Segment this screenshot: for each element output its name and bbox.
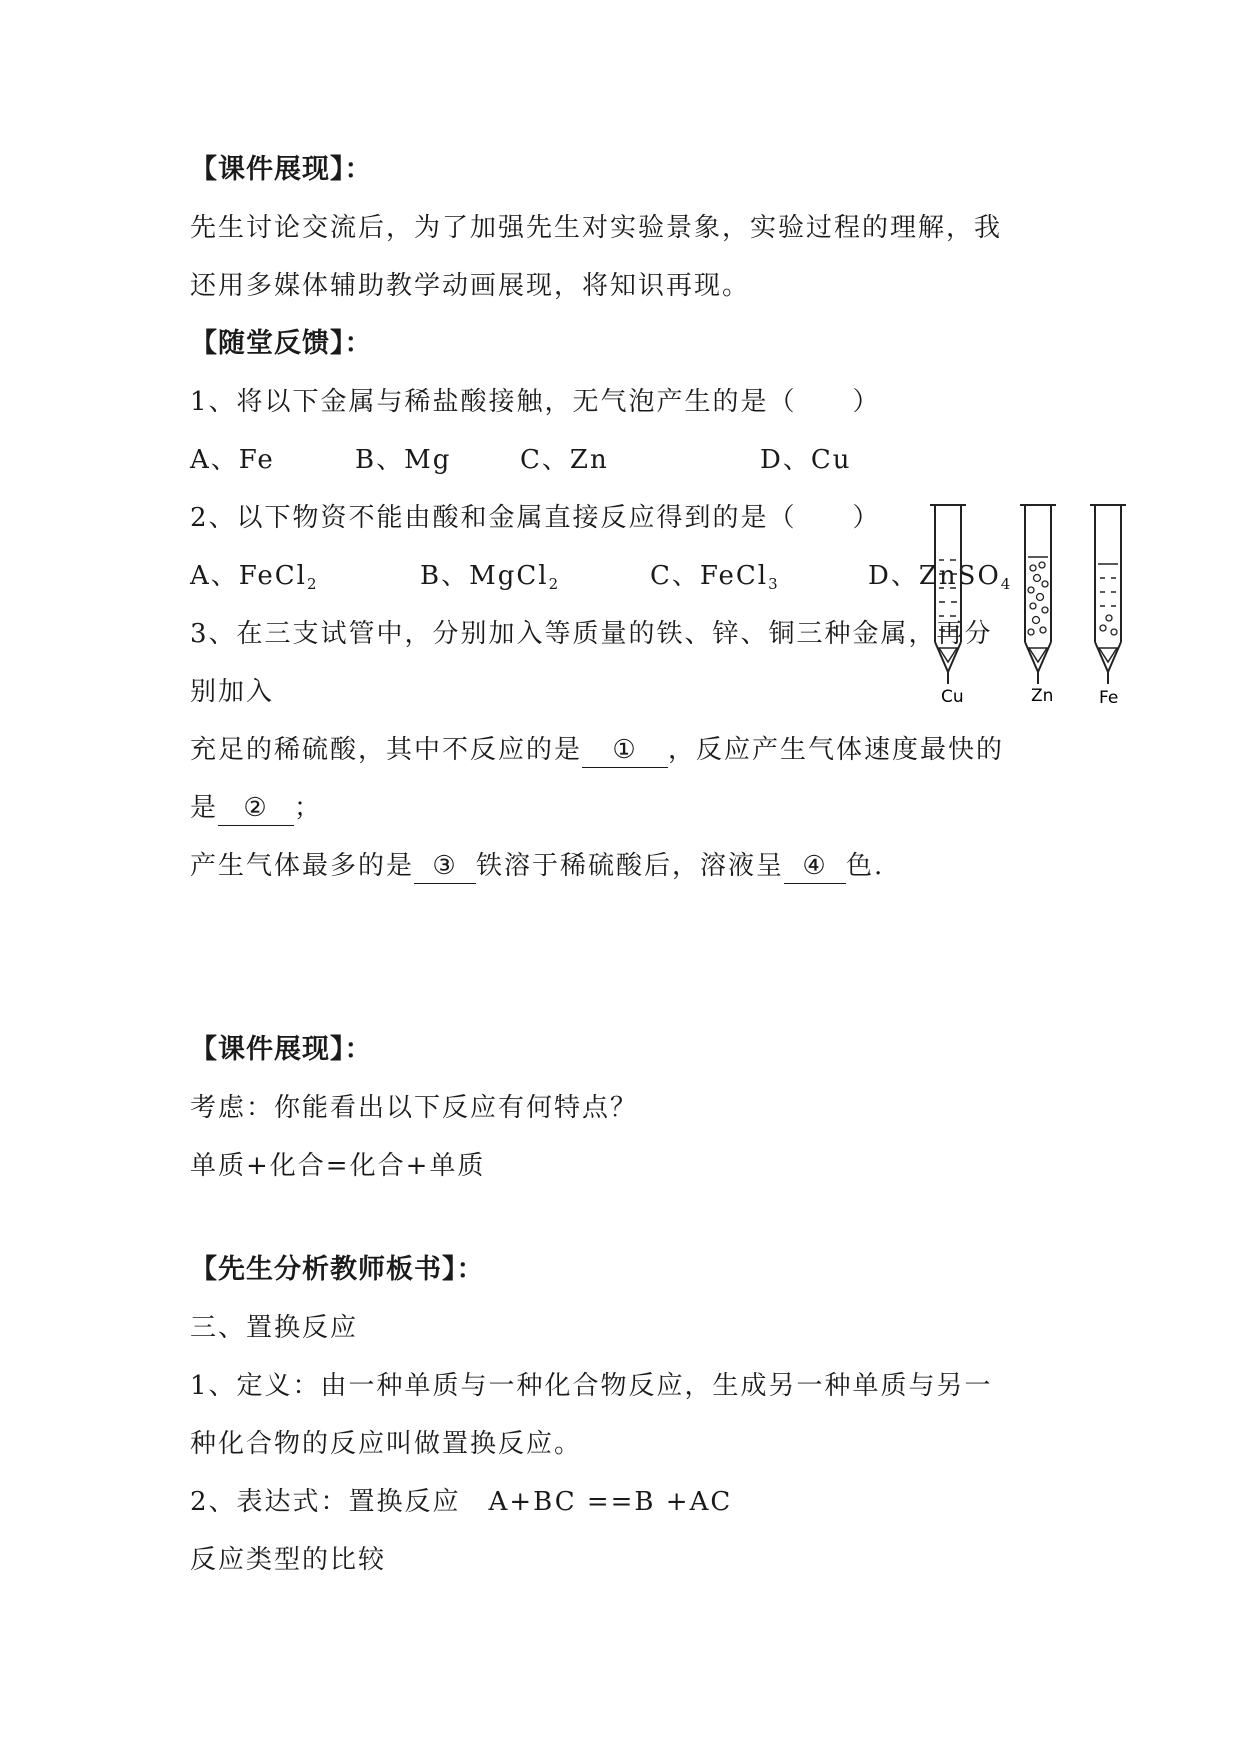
question-3-line-3: 充足的稀硫酸，其中不反应的是 ① ，反应产生气体速度最快的 [190, 730, 1004, 770]
expression-line: 2、表达式：置换反应 A+BC ==B +AC [190, 1487, 733, 1517]
option-d: D、ZnSO$_4$ [868, 561, 1011, 593]
option-c: C、Zn [520, 445, 609, 475]
definition-line-1: 1、定义：由一种单质与一种化合物反应，生成另一种单质与另一 [190, 1371, 993, 1401]
option-b: B、MgCl$_2$ [420, 561, 559, 593]
section-heading-courseware: 【课件展现】： [190, 154, 373, 185]
tube-label-cu: Cu [941, 687, 964, 707]
paragraph-line: 还用多媒体辅助教学动画展现，将知识再现。 [190, 271, 751, 301]
section-title: 三、置换反应 [190, 1313, 359, 1343]
section-heading-courseware-2: 【课件展现】： [190, 1034, 373, 1065]
option-a: A、Fe [190, 445, 275, 475]
section-heading-analysis: 【先生分析教师板书】： [190, 1254, 485, 1285]
option-c: C、FeCl$_3$ [650, 561, 778, 593]
test-tube-zn [1020, 505, 1056, 684]
definition-line-2: 种化合物的反应叫做置换反应。 [190, 1429, 583, 1459]
question-3-line-1: 3、在三支试管中，分别加入等质量的铁、锌、铜三种金属，再分 [190, 619, 993, 649]
tube-label-fe: Fe [1099, 688, 1119, 707]
comparison-line: 反应类型的比较 [190, 1545, 387, 1575]
answer-blank-3[interactable]: ③ [414, 849, 476, 884]
test-tube-cu [930, 505, 966, 684]
question-3-line-5: 产生气体最多的是 ③ 铁溶于稀硫酸后，溶液呈 ④ 色. [190, 846, 884, 886]
option-a: A、FeCl$_2$ [190, 561, 317, 593]
question-3-line-4: 是 ② ； [190, 788, 322, 828]
test-tubes-illustration [925, 502, 1145, 707]
paragraph-line: 先生讨论交流后，为了加强先生对实验景象，实验过程的理解，我 [190, 213, 1003, 243]
answer-blank-1[interactable]: ① [582, 733, 668, 768]
tube-label-zn: Zn [1031, 686, 1054, 706]
section-heading-feedback: 【随堂反馈】： [190, 328, 373, 359]
answer-blank-2[interactable]: ② [218, 791, 294, 826]
option-b: B、Mg [355, 445, 452, 475]
option-d: D、Cu [760, 445, 852, 475]
answer-blank-4[interactable]: ④ [784, 849, 846, 884]
question-2: 2、以下物资不能由酸和金属直接反应得到的是（ ） [190, 503, 881, 533]
question-1: 1、将以下金属与稀盐酸接触，无气泡产生的是（ ） [190, 387, 881, 417]
question-3-line-2: 别加入 [190, 677, 275, 707]
paragraph-line: 考虑：你能看出以下反应有何特点？ [190, 1093, 639, 1123]
test-tube-fe [1090, 505, 1126, 684]
paragraph-line: 单质+化合=化合+单质 [190, 1151, 486, 1181]
